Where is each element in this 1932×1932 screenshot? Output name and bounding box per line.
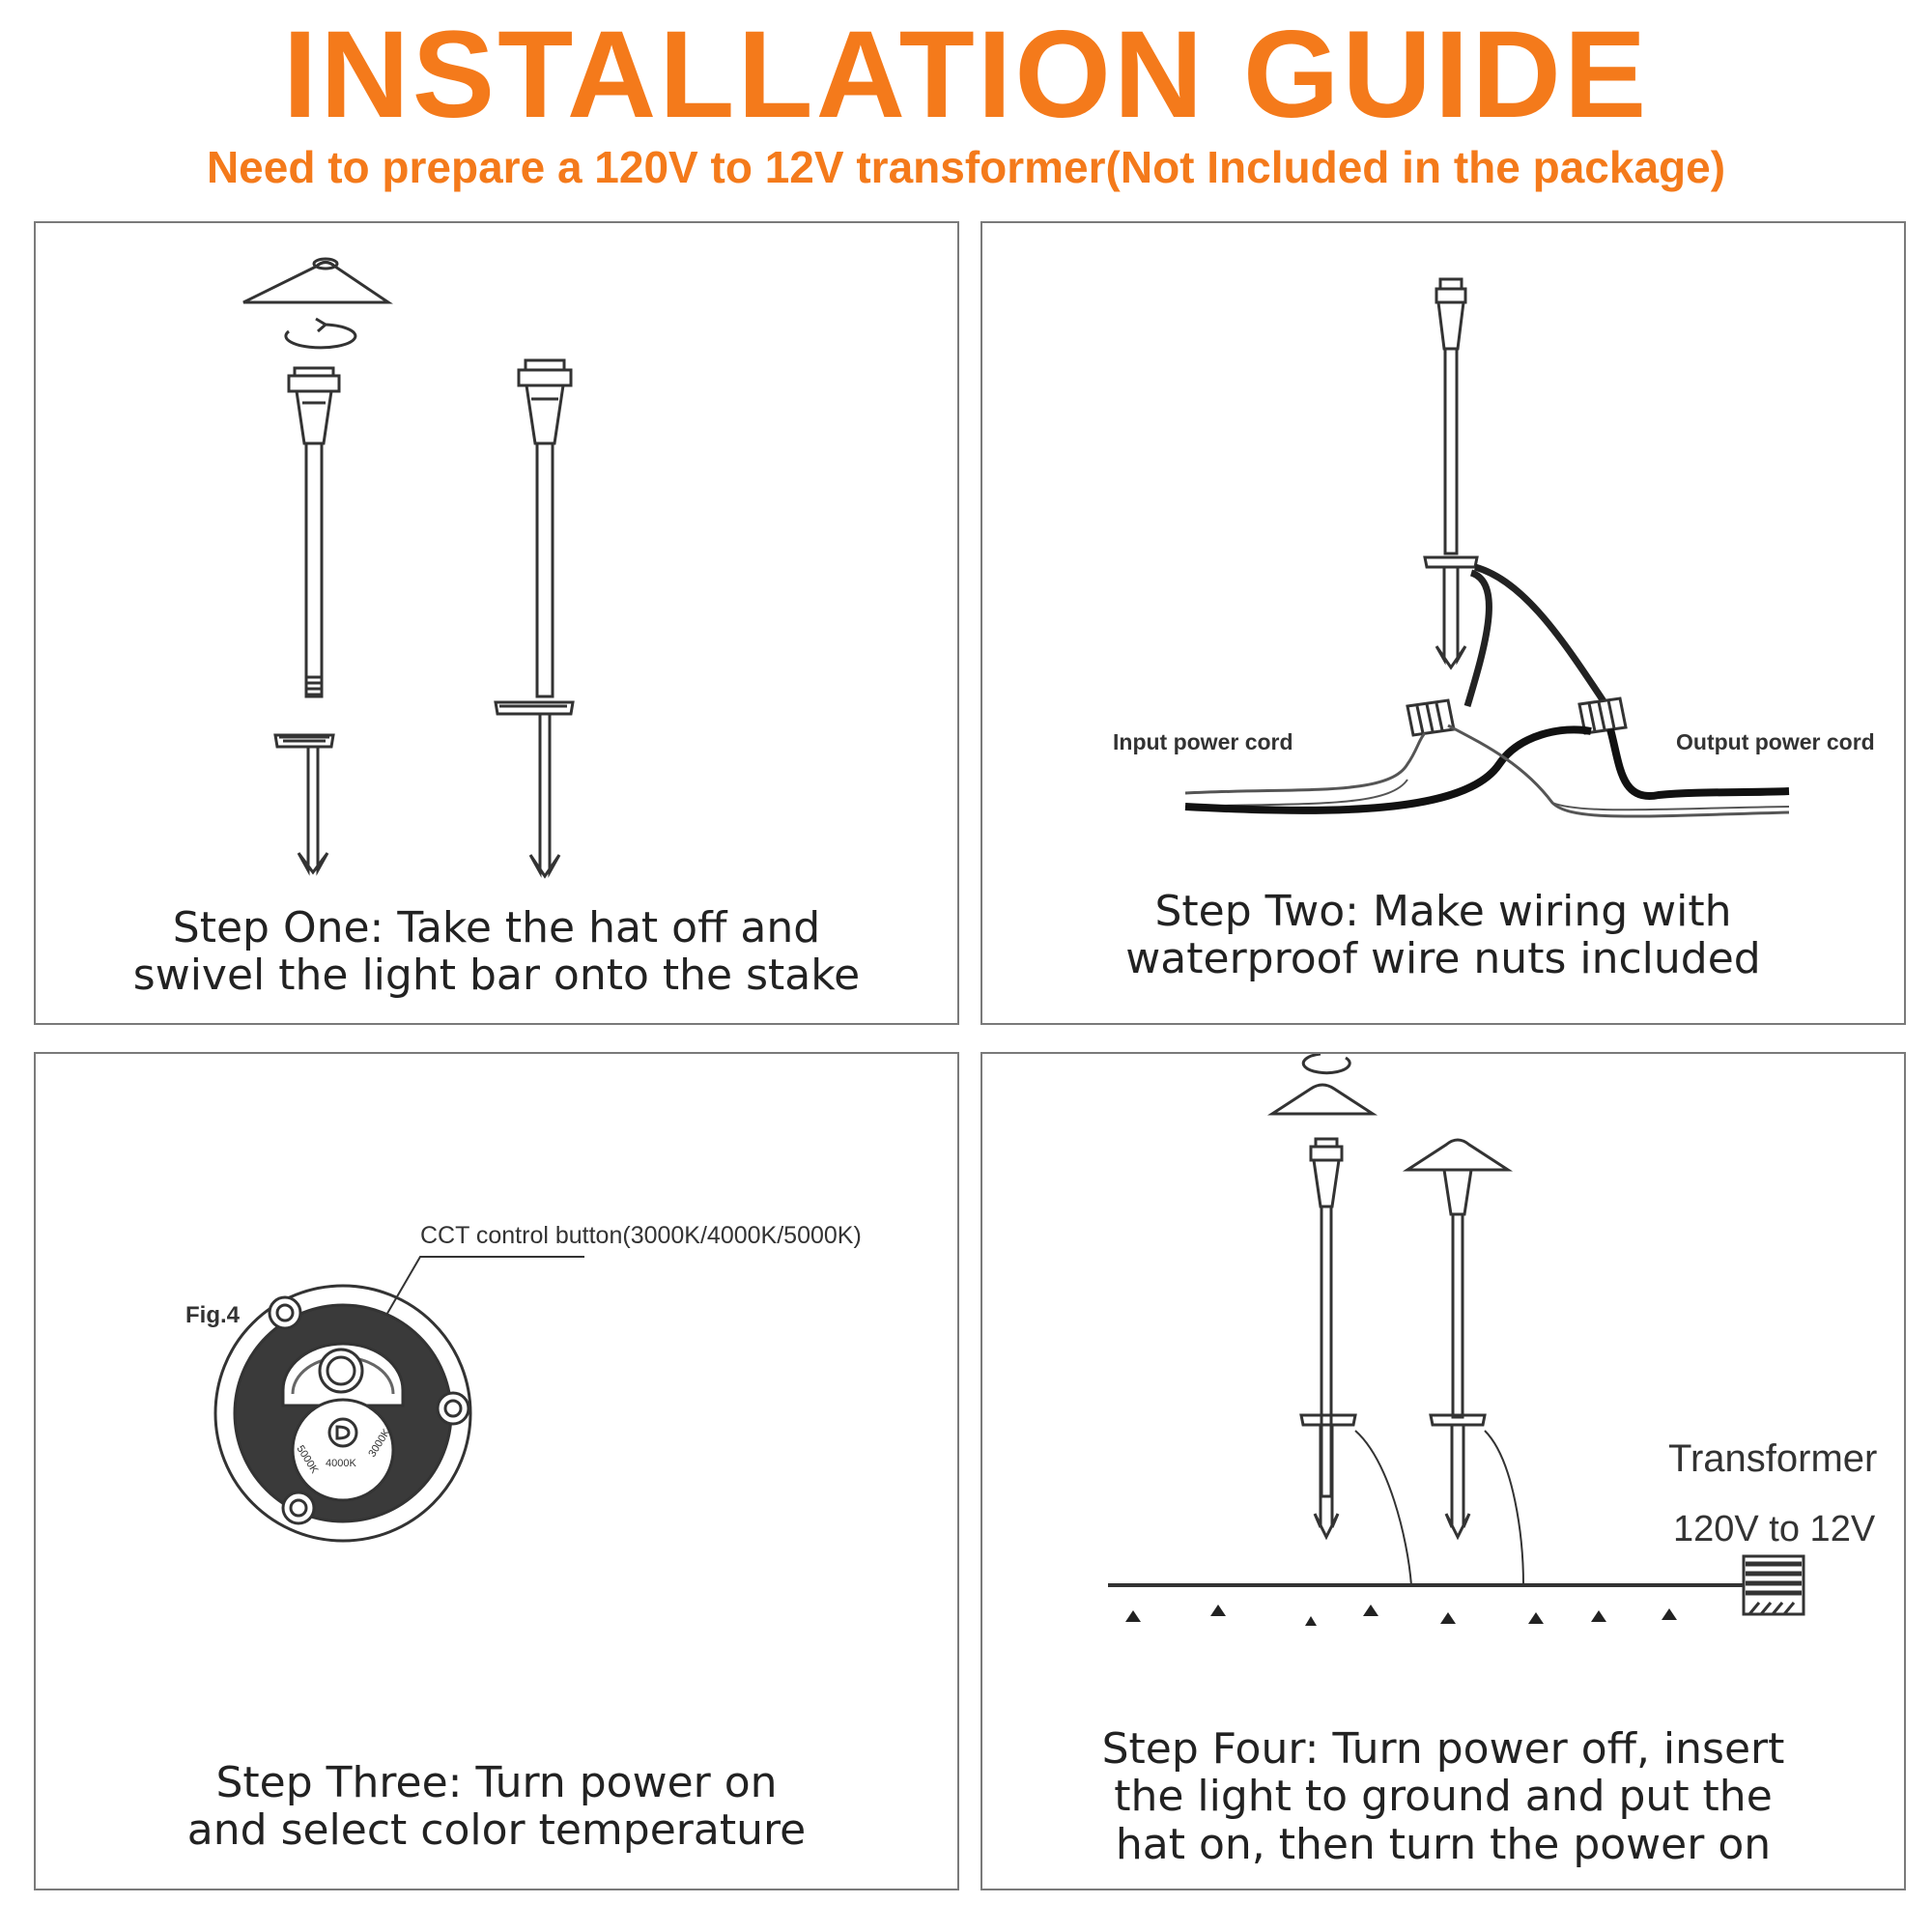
caption-line: swivel the light bar onto the stake — [132, 951, 861, 1001]
step-two-caption — [982, 888, 1904, 983]
transformer-icon — [1744, 1556, 1804, 1614]
assembled-light-icon — [1431, 1170, 1485, 1537]
rotate-arrow-icon — [1303, 1054, 1350, 1073]
screw-icon — [438, 1393, 469, 1424]
step-three-caption — [36, 1759, 957, 1855]
caption-line: and select color temperature — [186, 1805, 807, 1856]
ground-marker-icon — [1662, 1608, 1677, 1620]
lamp-hat-icon — [1272, 1085, 1373, 1114]
ground-marker-icon — [1591, 1610, 1606, 1622]
caption-line: Step Four: Turn power off, insert — [1101, 1724, 1785, 1774]
light-stake-icon — [1301, 1139, 1355, 1537]
fixture-base-icon — [36, 1153, 470, 1541]
caption-line: Step One: Take the hat off and — [172, 903, 821, 952]
step-one-panel — [34, 221, 959, 1025]
transformer-label: Transformer — [1668, 1437, 1878, 1480]
ground-marker-icon — [1125, 1610, 1141, 1622]
ground-stake-icon — [275, 735, 333, 872]
step-two-panel — [980, 221, 1906, 1025]
lamp-hat-icon — [243, 263, 388, 303]
fig-label: Fig.4 — [185, 1302, 241, 1328]
wire-nut-icon — [1407, 700, 1454, 735]
ground-marker-icon — [1440, 1612, 1456, 1624]
caption-line: Step Two: Make wiring with — [1154, 887, 1732, 936]
caption-line: hat on, then turn the power on — [1115, 1819, 1772, 1869]
dial-label-3000: 3000K — [366, 1427, 393, 1460]
caption-line: the light to ground and put the — [1114, 1772, 1773, 1822]
light-bar-icon — [289, 368, 339, 696]
caption-line: Step Three: Turn power on — [215, 1758, 778, 1807]
dial-label-4000: 4000K — [326, 1458, 356, 1469]
page-subtitle: Need to prepare a 120V to 12V transformer(Not Included in the package) — [206, 142, 1726, 192]
transformer-voltage-label: 120V to 12V — [1673, 1509, 1876, 1549]
assembled-light-icon — [496, 360, 573, 876]
screw-icon — [283, 1492, 314, 1523]
ground-marker-icon — [1363, 1605, 1378, 1616]
caption-line: waterproof wire nuts included — [1125, 934, 1761, 984]
lamp-hat-icon — [1407, 1140, 1508, 1170]
step-four-caption — [982, 1725, 1904, 1868]
page-title: INSTALLATION GUIDE — [282, 6, 1650, 144]
ground-marker-icon — [1210, 1605, 1226, 1616]
screw-icon — [270, 1297, 300, 1328]
light-stake-icon — [1425, 279, 1477, 668]
step-three-panel — [34, 1052, 959, 1890]
ground-markers — [1125, 1605, 1677, 1626]
ground-marker-icon — [1305, 1616, 1317, 1626]
step-four-panel — [980, 1052, 1906, 1890]
dial-label-5000: 5000K — [294, 1443, 321, 1476]
input-power-cord-label: Input power cord — [1113, 729, 1293, 754]
cct-callout-label: CCT control button(3000K/4000K/5000K) — [420, 1222, 862, 1249]
step-one-caption — [36, 904, 957, 1000]
ground-marker-icon — [1528, 1612, 1544, 1624]
output-power-cord-label: Output power cord — [1676, 729, 1875, 754]
